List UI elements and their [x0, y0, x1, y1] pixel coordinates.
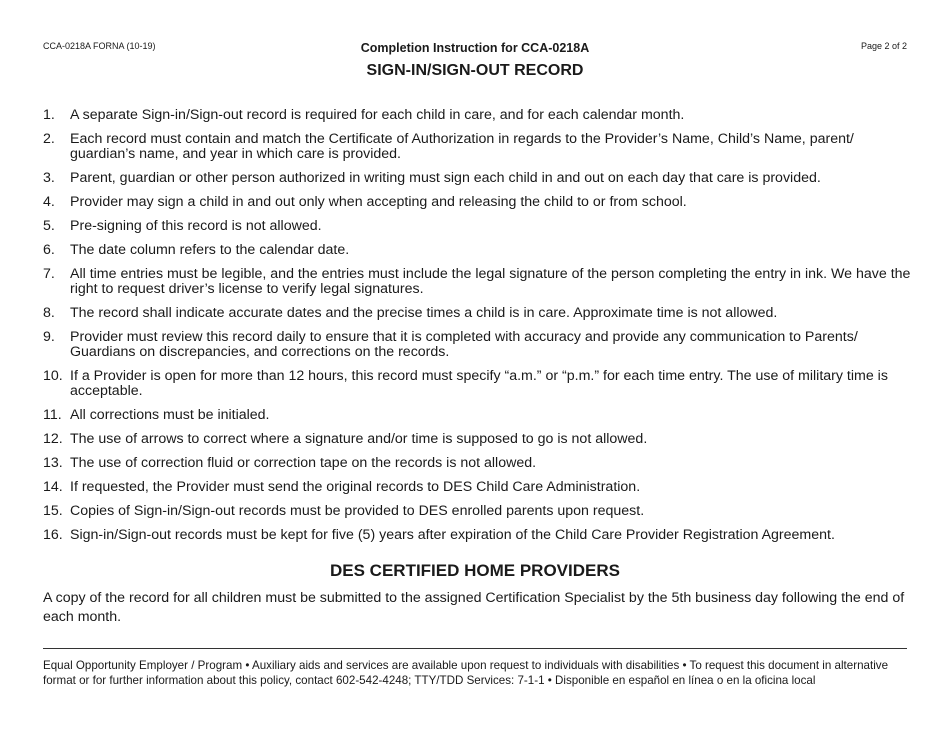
- item-number: 14.: [43, 479, 63, 495]
- page-number: Page 2 of 2: [860, 41, 907, 51]
- item-text: The use of correction fluid or correction tape on the records is not allowed.: [70, 455, 537, 471]
- list-item: [43, 528, 913, 543]
- item-text: A separate Sign-in/Sign-out record is required for each child in care, and for each calendar month.: [70, 107, 685, 123]
- item-text: Provider must review this record daily to ensure that it is completed with accuracy and provide any communication to Parents/ Guardians on discrepancies, and corrections on the records.: [70, 329, 858, 360]
- item-number: 9.: [43, 329, 55, 345]
- list-item: [43, 171, 913, 186]
- list-item: [43, 408, 913, 423]
- item-number: 2.: [43, 131, 55, 147]
- item-text: Sign-in/Sign-out records must be kept for five (5) years after expiration of the Child Care Provider Registration Agreement.: [70, 527, 835, 543]
- item-number: 5.: [43, 218, 55, 234]
- section-body: A copy of the record for all children must be submitted to the assigned Certification Specialist by the 5th business day following the end of each month.: [43, 590, 905, 625]
- list-item: [43, 330, 913, 360]
- list-item: [43, 480, 913, 495]
- item-text: If a Provider is open for more than 12 hours, this record must specify “a.m.” or “p.m.” for each time entry. The use of military time is acceptable.: [70, 368, 888, 399]
- section-heading: DES CERTIFIED HOME PROVIDERS: [330, 561, 620, 580]
- list-item: [43, 432, 913, 447]
- item-number: 16.: [43, 527, 63, 543]
- item-text: Parent, guardian or other person authorized in writing must sign each child in and out on each day that care is provided.: [70, 170, 821, 186]
- item-number: 12.: [43, 431, 63, 447]
- item-number: 8.: [43, 305, 55, 321]
- list-item: [43, 195, 913, 210]
- item-text: The date column refers to the calendar date.: [70, 242, 350, 258]
- item-text: Pre-signing of this record is not allowed.: [70, 218, 322, 234]
- item-text: All corrections must be initialed.: [70, 407, 270, 423]
- list-item: [43, 219, 913, 234]
- list-item: [43, 132, 913, 162]
- item-text: The record shall indicate accurate dates and the precise times a child is in care. Approximate time is not allowed.: [70, 305, 778, 321]
- list-item: [43, 504, 913, 519]
- item-number: 10.: [43, 368, 63, 384]
- item-number: 6.: [43, 242, 55, 258]
- item-number: 4.: [43, 194, 55, 210]
- item-number: 1.: [43, 107, 55, 123]
- instruction-list: [43, 108, 913, 552]
- list-item: [43, 243, 913, 258]
- list-item: [43, 306, 913, 321]
- list-item: [43, 456, 913, 471]
- list-item: [43, 369, 913, 399]
- form-id: CCA-0218A FORNA (10-19): [43, 41, 156, 51]
- item-number: 3.: [43, 170, 55, 186]
- item-text: If requested, the Provider must send the original records to DES Child Care Administration.: [70, 479, 641, 495]
- footer-divider: [43, 648, 907, 649]
- footer-text: Equal Opportunity Employer / Program • Auxiliary aids and services are available upon request to individuals with disabilities • To request this document in alternative format or for further information about this policy, contact 602-542-4248; TTY/TDD Services: 7-1-1 • Disponible en español en línea o en la oficina local: [43, 659, 889, 687]
- item-text: Copies of Sign-in/Sign-out records must be provided to DES enrolled parents upon request.: [70, 503, 645, 519]
- item-number: 13.: [43, 455, 63, 471]
- page-title: SIGN-IN/SIGN-OUT RECORD: [366, 62, 584, 79]
- item-number: 7.: [43, 266, 55, 282]
- list-item: [43, 108, 913, 123]
- item-text: Each record must contain and match the Certificate of Authorization in regards to the Provider’s Name, Child’s Name, parent/ guardian’s name, and year in which care is provided.: [70, 131, 854, 162]
- item-text: All time entries must be legible, and the entries must include the legal signature of the person completing the entry in ink. We have the right to request driver’s license to verify legal signatures.: [70, 266, 911, 297]
- item-text: Provider may sign a child in and out only when accepting and releasing the child to or from school.: [70, 194, 687, 210]
- item-text: The use of arrows to correct where a signature and/or time is supposed to go is not allowed.: [70, 431, 648, 447]
- page-subtitle: Completion Instruction for CCA-0218A: [360, 41, 590, 55]
- item-number: 15.: [43, 503, 63, 519]
- item-number: 11.: [43, 407, 62, 423]
- list-item: [43, 267, 913, 297]
